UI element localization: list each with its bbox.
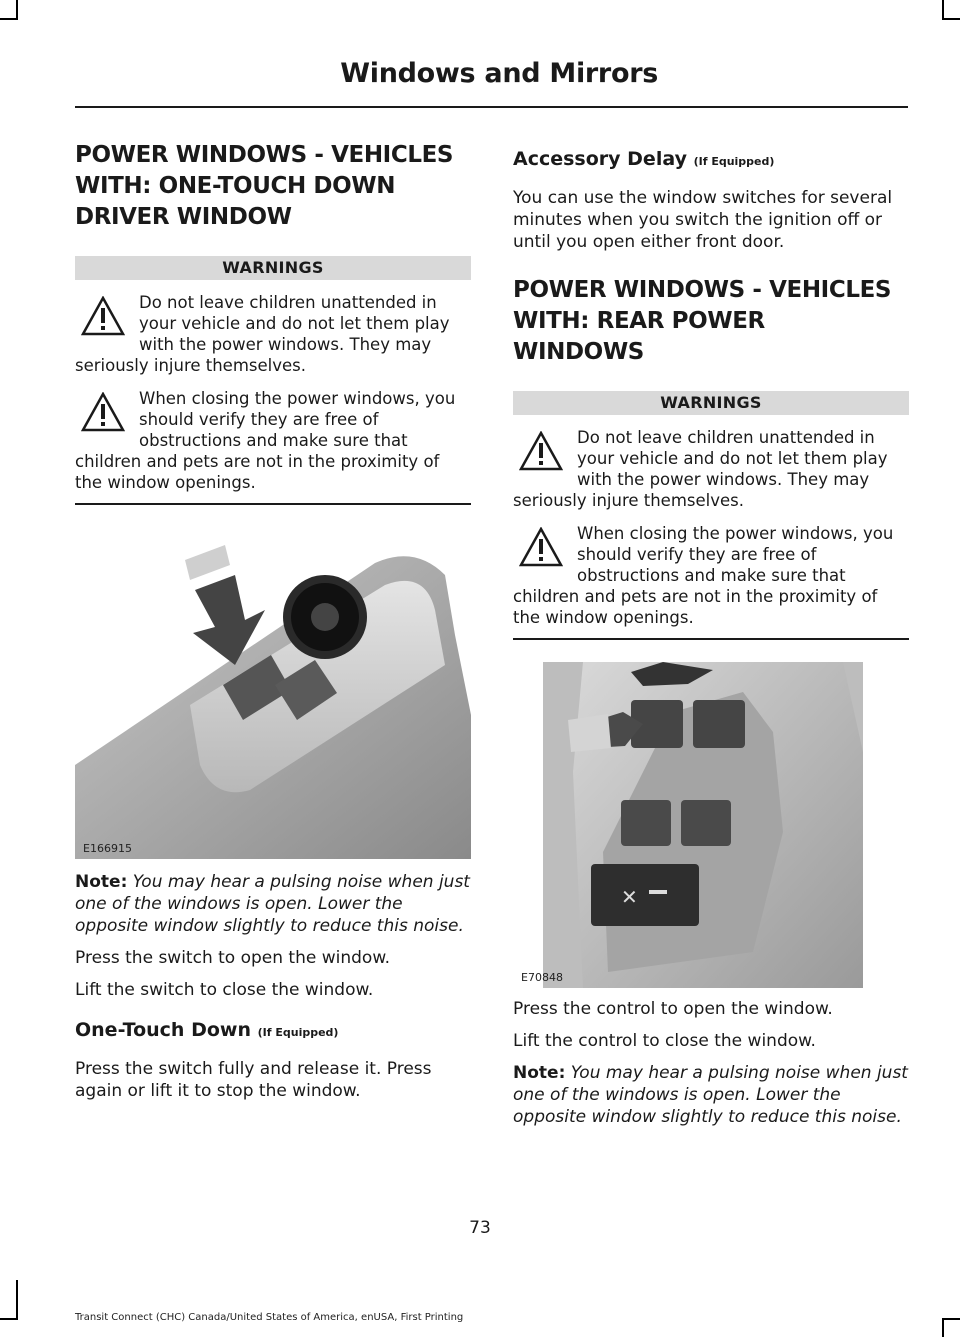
body-text: Press the control to open the window. [513, 999, 833, 1019]
driver-door-switch-illustration [75, 515, 471, 859]
warnings-heading: WARNINGS [75, 256, 471, 280]
left-column [75, 140, 471, 1102]
warning-item: When closing the power windows, you should verify they are free of obstructions and make sure that children and pets are not in the proximity of the window openings. [513, 524, 894, 627]
crop-mark [942, 18, 960, 20]
section-heading: POWER WINDOWS - VEHICLES WITH: REAR POWER WINDOWS [513, 277, 892, 365]
page-number: 73 [469, 1218, 491, 1238]
rear-window-switch-illustration [513, 652, 909, 988]
right-column [513, 146, 909, 1128]
body-text: Press the switch fully and release it. Press again or lift it to stop the window. [75, 1059, 432, 1101]
crop-mark [942, 1320, 944, 1337]
footer-text: Transit Connect (CHC) Canada/United States of America, enUSA, First Printing [75, 1312, 464, 1323]
figure-code: E70848 [521, 971, 563, 984]
note: Note: You may hear a pulsing noise when just one of the windows is open. Lower the opposite window slightly to reduce this noise. [75, 872, 470, 936]
body-text: Lift the switch to close the window. [75, 980, 374, 1000]
warning-triangle-icon [519, 527, 563, 567]
crop-mark [16, 0, 18, 20]
subheading-accessory-delay: Accessory Delay (If Equipped) [513, 148, 775, 170]
figure-code: E166915 [83, 842, 132, 855]
warning-triangle-icon [519, 431, 563, 471]
subheading-one-touch-down: One-Touch Down (If Equipped) [75, 1019, 339, 1041]
warning-item: Do not leave children unattended in your vehicle and do not let them play with the power windows. They may seriously injure themselves. [513, 428, 888, 510]
crop-mark [16, 1280, 18, 1320]
header-rule [75, 106, 908, 108]
warning-triangle-icon [81, 296, 125, 336]
warning-item: When closing the power windows, you should verify they are free of obstructions and make sure that children and pets are not in the proximity of the window openings. [75, 389, 456, 492]
note: Note: You may hear a pulsing noise when just one of the windows is open. Lower the opposite window slightly to reduce this noise. [513, 1063, 908, 1127]
page-header-title: Windows and Mirrors [340, 58, 658, 89]
body-text: Press the switch to open the window. [75, 948, 391, 968]
body-text: Lift the control to close the window. [513, 1031, 816, 1051]
body-text: You can use the window switches for several minutes when you switch the ignition off or until you open either front door. [513, 188, 893, 252]
svg-text:✕: ✕ [621, 885, 638, 909]
section-heading: POWER WINDOWS - VEHICLES WITH: ONE-TOUCH DOWN DRIVER WINDOW [75, 142, 454, 230]
crop-mark [0, 18, 18, 20]
warning-item: Do not leave children unattended in your vehicle and do not let them play with the power windows. They may seriously injure themselves. [75, 293, 450, 375]
warnings-heading: WARNINGS [513, 391, 909, 415]
warning-triangle-icon [81, 392, 125, 432]
crop-mark [942, 1318, 960, 1320]
crop-mark [0, 1318, 18, 1320]
crop-mark [942, 0, 944, 20]
